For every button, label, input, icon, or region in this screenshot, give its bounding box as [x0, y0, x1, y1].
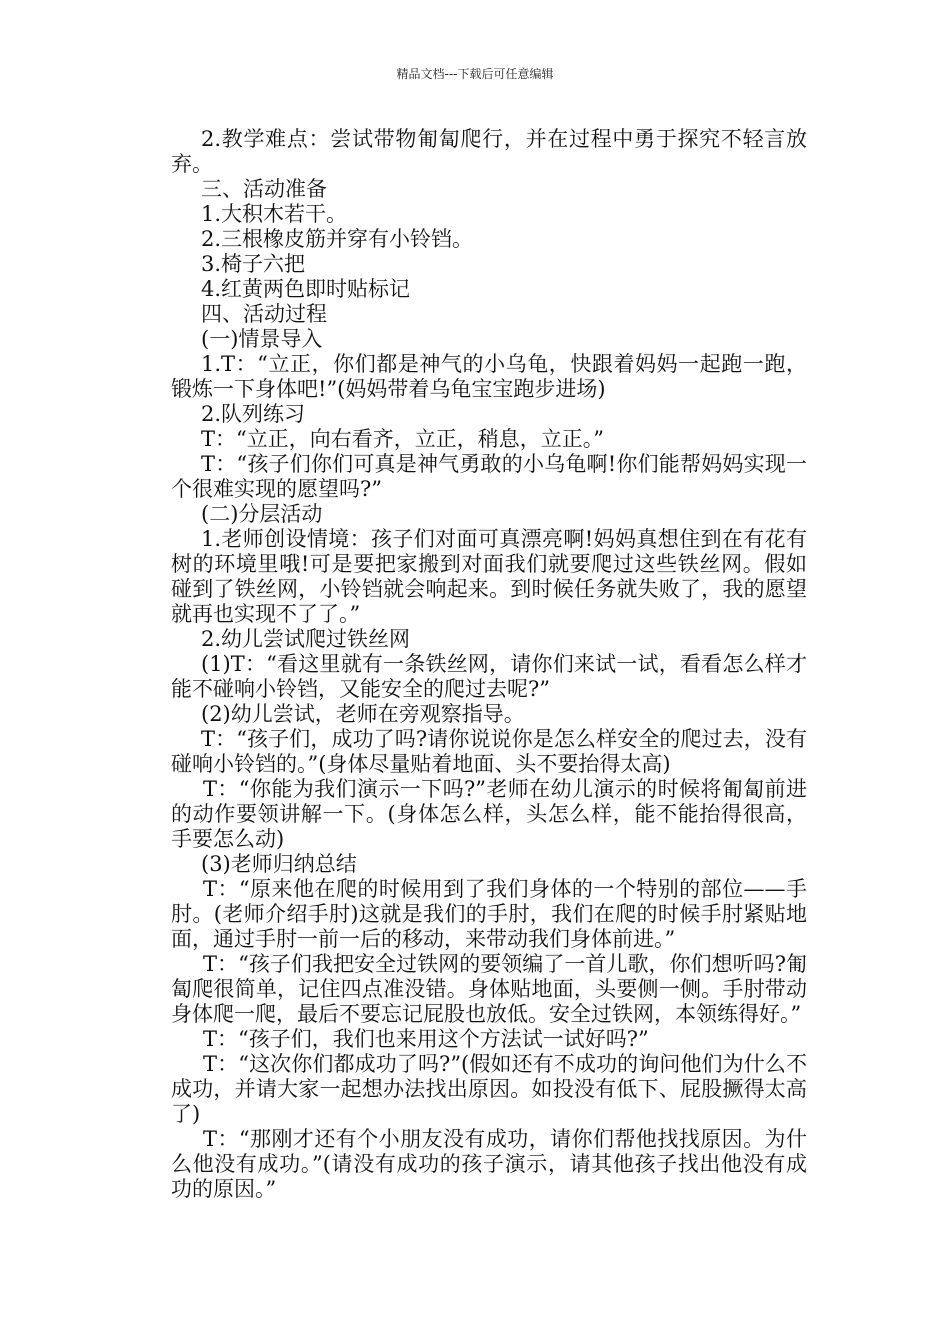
subheading-formation-practice: 2.队列练习	[201, 402, 306, 426]
heading-activity-preparation: 三、活动准备	[201, 177, 327, 201]
list-item-chairs: 3.椅子六把	[201, 252, 306, 276]
list-item-stickers: 4.红黄两色即时贴标记	[201, 277, 411, 301]
paragraph-help-friend: T：“那刚才还有个小朋友没有成功，请你们帮他找找原因。为什么他没有成功。”(请没有成功的孩子演示，请其他孩子找出他没有成功的原因。”	[171, 1127, 807, 1201]
paragraph-observation: (2)幼儿尝试，老师在旁观察指导。	[201, 702, 525, 726]
paragraph-teaching-difficulty: 2.教学难点：尝试带物匍匐爬行，并在过程中勇于探究不轻言放弃。	[171, 127, 807, 176]
subheading-layered-activity: (二)分层活动	[201, 502, 323, 526]
paragraph-elbow-explanation: T：“原来他在爬的时候用到了我们身体的一个特别的部位——手肘。(老师介绍手肘)这就是我们的手肘，我们在爬的时候手肘紧贴地面，通过手肘一前一后的移动，来带动我们身体前进。”	[171, 877, 807, 951]
list-item-blocks: 1.大积木若干。	[201, 202, 348, 226]
paragraph-formation-command: T：“立正，向右看齐，立正，稍息，立正。”	[201, 427, 604, 451]
subheading-summary: (3)老师归纳总结	[201, 852, 357, 876]
paragraph-try-method: T：“孩子们，我们也来用这个方法试一试好吗?”	[203, 1027, 649, 1051]
subheading-scene-intro: (一)情景导入	[201, 327, 323, 351]
paragraph-demonstration: T：“你能为我们演示一下吗?”老师在幼儿演示的时候将匍匐前进的动作要领讲解一下。(身体怎么样，头怎么样，能不能抬得很高，手要怎么动)	[171, 777, 807, 851]
paragraph-nursery-rhyme: T：“孩子们我把安全过铁网的要领编了一首儿歌，你们想听吗?匍匐爬很简单，记住四点准没错。身体贴地面，头要侧一侧。手肘带动身体爬一爬，最后不要忘记屁股也放低。安全过铁网，本领练得好。”	[171, 952, 807, 1026]
page-header: 精品文档---下载后可任意编辑	[396, 67, 554, 81]
paragraph-wish-dialogue: T：“孩子们你们可真是神气勇敢的小乌龟啊!你们能帮妈妈实现一个很难实现的愿望吗?”	[171, 452, 807, 501]
subheading-children-try: 2.幼儿尝试爬过铁丝网	[201, 627, 411, 651]
paragraph-success-question: T：“孩子们，成功了吗?请你说说你是怎么样安全的爬过去，没有碰响小铃铛的。”(身体尽量贴着地面、头不要抬得太高)	[171, 727, 807, 776]
paragraph-success-check: T：“这次你们都成功了吗?”(假如还有不成功的询问他们为什么不成功，并请大家一起想办法找出原因。如投没有低下、屁股撅得太高了)	[171, 1052, 807, 1126]
list-item-rubber-bands: 2.三根橡皮筋并穿有小铃铛。	[201, 227, 474, 251]
paragraph-scenario-setup: 1.老师创设情境：孩子们对面可真漂亮啊!妈妈真想住到在有花有树的环境里哦!可是要把家搬到对面我们就要爬过这些铁丝网。假如碰到了铁丝网，小铃铛就会响起来。到时候任务就失败了，我的愿望就再也实现不了了。”	[171, 527, 807, 626]
paragraph-try-prompt: (1)T：“看这里就有一条铁丝网，请你们来试一试，看看怎么样才能不碰响小铃铛，又能安全的爬过去呢?”	[171, 652, 807, 701]
document-body	[171, 127, 807, 1202]
heading-activity-process: 四、活动过程	[201, 302, 327, 326]
paragraph-intro-dialogue: 1.T：“立正，你们都是神气的小乌龟，快跟着妈妈一起跑一跑，锻炼一下身体吧!”(妈妈带着乌龟宝宝跑步进场)	[171, 352, 807, 401]
